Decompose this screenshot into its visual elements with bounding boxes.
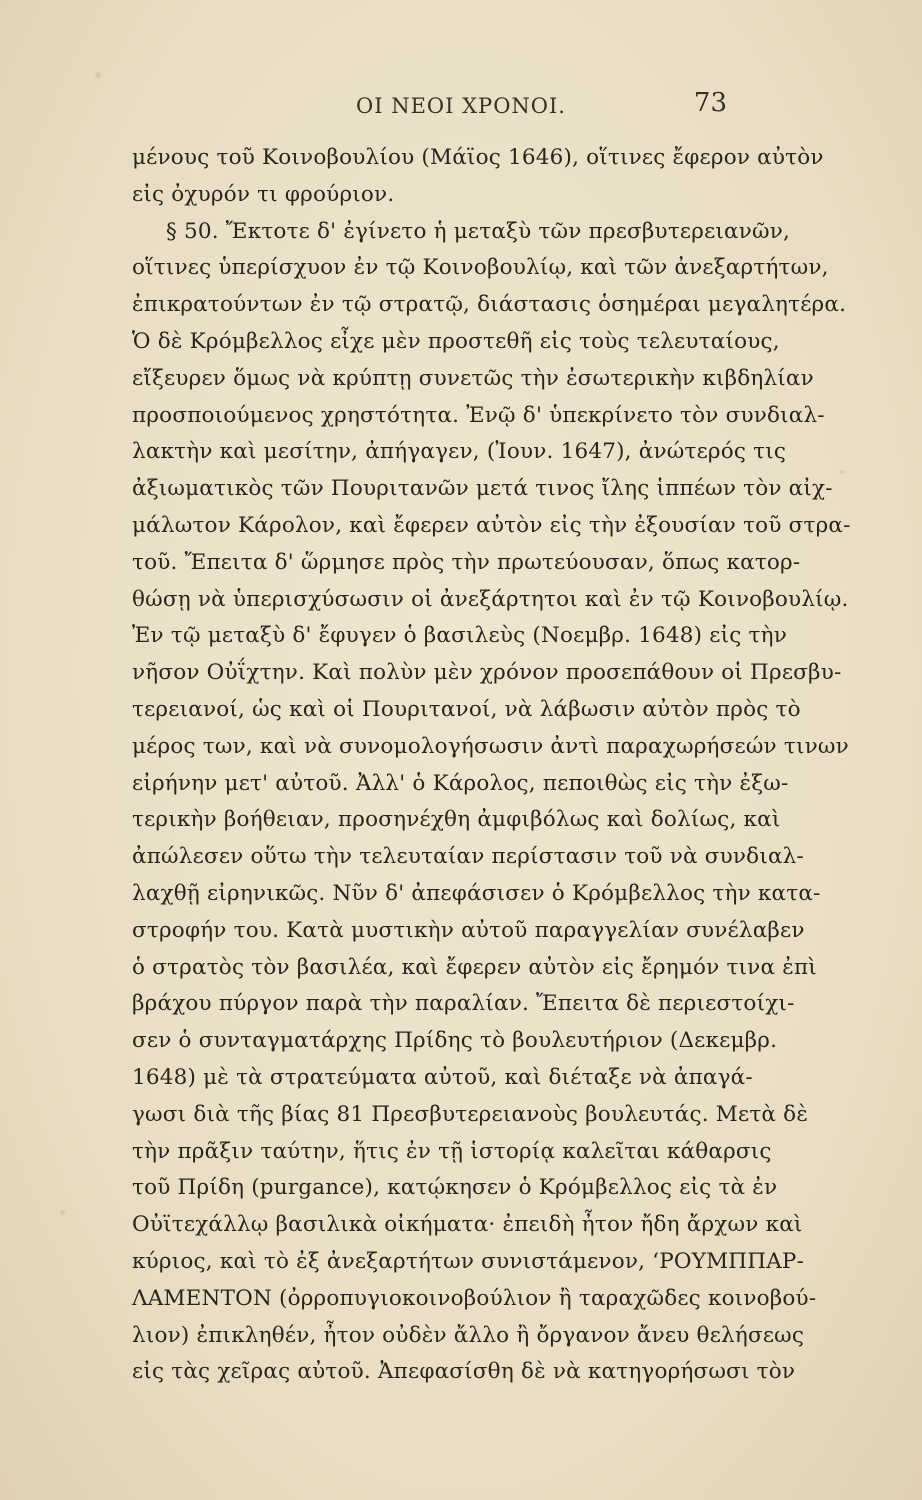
text-line: μέρος των, καὶ νὰ συνομολογήσωσιν ἀντὶ παραχωρήσεών τινων xyxy=(132,733,849,759)
text-line: εἰς τὰς χεῖρας αὐτοῦ. Ἀπεφασίσθη δὲ νὰ κατηγορήσωσι τὸν xyxy=(132,1359,796,1385)
running-title: ΟΙ ΝΕΟΙ ΧΡΟΝΟΙ. xyxy=(356,94,566,118)
text-line: σεν ὁ συνταγματάρχης Πρίδης τὸ βουλευτήριον (Δεκεμβρ. xyxy=(132,1028,778,1054)
text-line: Ἐν τῷ μεταξὺ δ' ἔφυγεν ὁ βασιλεὺς (Νοεμβρ. 1648) εἰς τὴν xyxy=(132,623,787,649)
text-line: εἴξευρεν ὅμως νὰ κρύπτῃ συνετῶς τὴν ἐσωτερικὴν κιβδηλίαν xyxy=(132,365,814,391)
text-line: τερειανοί, ὡς καὶ οἱ Πουριτανοί, νὰ λάβωσιν αὐτὸν πρὸς τὸ xyxy=(132,696,801,722)
text-line: τὴν πρᾶξιν ταύτην, ἥτις ἐν τῇ ἱστορίᾳ καλεῖται κάθαρσις xyxy=(132,1138,772,1164)
text-line: λιον) ἐπικληθέν, ἦτον οὐδὲν ἄλλο ἢ ὄργανον ἄνευ θελήσεως xyxy=(132,1322,805,1348)
text-line: ὁ στρατὸς τὸν βασιλέα, καὶ ἔφερεν αὐτὸν εἰς ἔρημόν τινα ἐπὶ xyxy=(132,954,817,980)
text-line: εἰρήνην μετ' αὐτοῦ. Ἀλλ' ὁ Κάρολος, πεποιθὼς εἰς τὴν ἐξω- xyxy=(132,770,789,796)
text-line: κύριος, καὶ τὸ ἐξ ἀνεξαρτήτων συνιστάμενον, ‘ΡΟΥΜΠΠΑΡ- xyxy=(132,1248,805,1274)
text-line: Ὁ δὲ Κρόμβελλος εἶχε μὲν προστεθῆ εἰς τοὺς τελευταίους, xyxy=(132,328,780,354)
text-line: μάλωτον Κάρολον, καὶ ἔφερεν αὐτὸν εἰς τὴν ἐξουσίαν τοῦ στρα- xyxy=(132,512,851,538)
section-start-line: § 50. Ἔκτοτε δ' ἐγίνετο ἡ μεταξὺ τῶν πρεσβυτερειανῶν, xyxy=(166,218,791,244)
foxing-spot xyxy=(840,470,844,474)
text-line: ΛΑΜΕΝΤΟΝ (ὀρροπυγιοκοινοβούλιον ἢ ταραχῶδες κοινοβού- xyxy=(132,1285,817,1311)
text-line: Οὐϊτεχάλλῳ βασιλικὰ οἰκήματα· ἐπειδὴ ἦτον ἤδη ἄρχων καὶ xyxy=(132,1212,803,1238)
text-line: λαχθῇ εἰρηνικῶς. Νῦν δ' ἀπεφάσισεν ὁ Κρόμβελλος τὴν κατα- xyxy=(132,880,821,906)
text-line: ἀξιωματικὸς τῶν Πουριτανῶν μετά τινος ἴλης ἱππέων τὸν αἰχ- xyxy=(132,476,833,502)
text-line: γωσι διὰ τῆς βίας 81 Πρεσβυτερειανοὺς βουλευτάς. Μετὰ δὲ xyxy=(132,1101,809,1127)
text-line: τοῦ. Ἔπειτα δ' ὥρμησε πρὸς τὴν πρωτεύουσαν, ὅπως κατορ- xyxy=(132,549,801,575)
text-line: προσποιούμενος χρηστότητα. Ἐνῷ δ' ὑπεκρίνετο τὸν συνδιαλ- xyxy=(132,402,825,428)
text-line: εἰς ὀχυρόν τι φρούριον. xyxy=(132,181,395,207)
text-line: νῆσον Οὐΐχτην. Καὶ πολὺν μὲν χρόνον προσεπάθουν οἱ Πρεσβυ- xyxy=(132,660,842,686)
text-line: οἵτινες ὑπερίσχυον ἐν τῷ Κοινοβουλίῳ, καὶ τῶν ἀνεξαρτήτων, xyxy=(132,255,829,281)
page-number: 73 xyxy=(693,88,727,118)
text-line: βράχου πύργον παρὰ τὴν παραλίαν. Ἔπειτα δὲ περιεστοίχι- xyxy=(132,991,795,1017)
body-text xyxy=(132,140,851,1391)
text-line: στροφήν του. Κατὰ μυστικὴν αὐτοῦ παραγγελίαν συνέλαβεν xyxy=(132,917,805,943)
text-line: τοῦ Πρίδη (purgance), κατῴκησεν ὁ Κρόμβελλος εἰς τὰ ἐν xyxy=(132,1175,778,1201)
text-line: 1648) μὲ τὰ στρατεύματα αὐτοῦ, καὶ διέταξε νὰ ἀπαγά- xyxy=(132,1064,753,1090)
text-line: ἀπώλεσεν οὕτω τὴν τελευταίαν περίστασιν τοῦ νὰ συνδιαλ- xyxy=(132,844,804,870)
text-line: ἐπικρατούντων ἐν τῷ στρατῷ, διάστασις ὁσημέραι μεγαλητέρα. xyxy=(132,292,847,318)
text-line: θώσῃ νὰ ὑπερισχύσωσιν οἱ ἀνεξάρτητοι καὶ ἐν τῷ Κοινοβουλίῳ. xyxy=(132,586,849,612)
text-line: τερικὴν βοήθειαν, προσηνέχθη ἀμφιβόλως καὶ δολίως, καὶ xyxy=(132,807,781,833)
foxing-spot xyxy=(95,72,101,78)
text-line: μένους τοῦ Κοινοβουλίου (Μάϊος 1646), οἵτινες ἔφερον αὐτὸν xyxy=(132,145,824,170)
page-header xyxy=(0,88,922,128)
text-line: λακτὴν καὶ μεσίτην, ἀπήγαγεν, (Ἰουν. 1647), ἀνώτερός τις xyxy=(132,439,787,465)
foxing-spot xyxy=(60,1210,65,1215)
